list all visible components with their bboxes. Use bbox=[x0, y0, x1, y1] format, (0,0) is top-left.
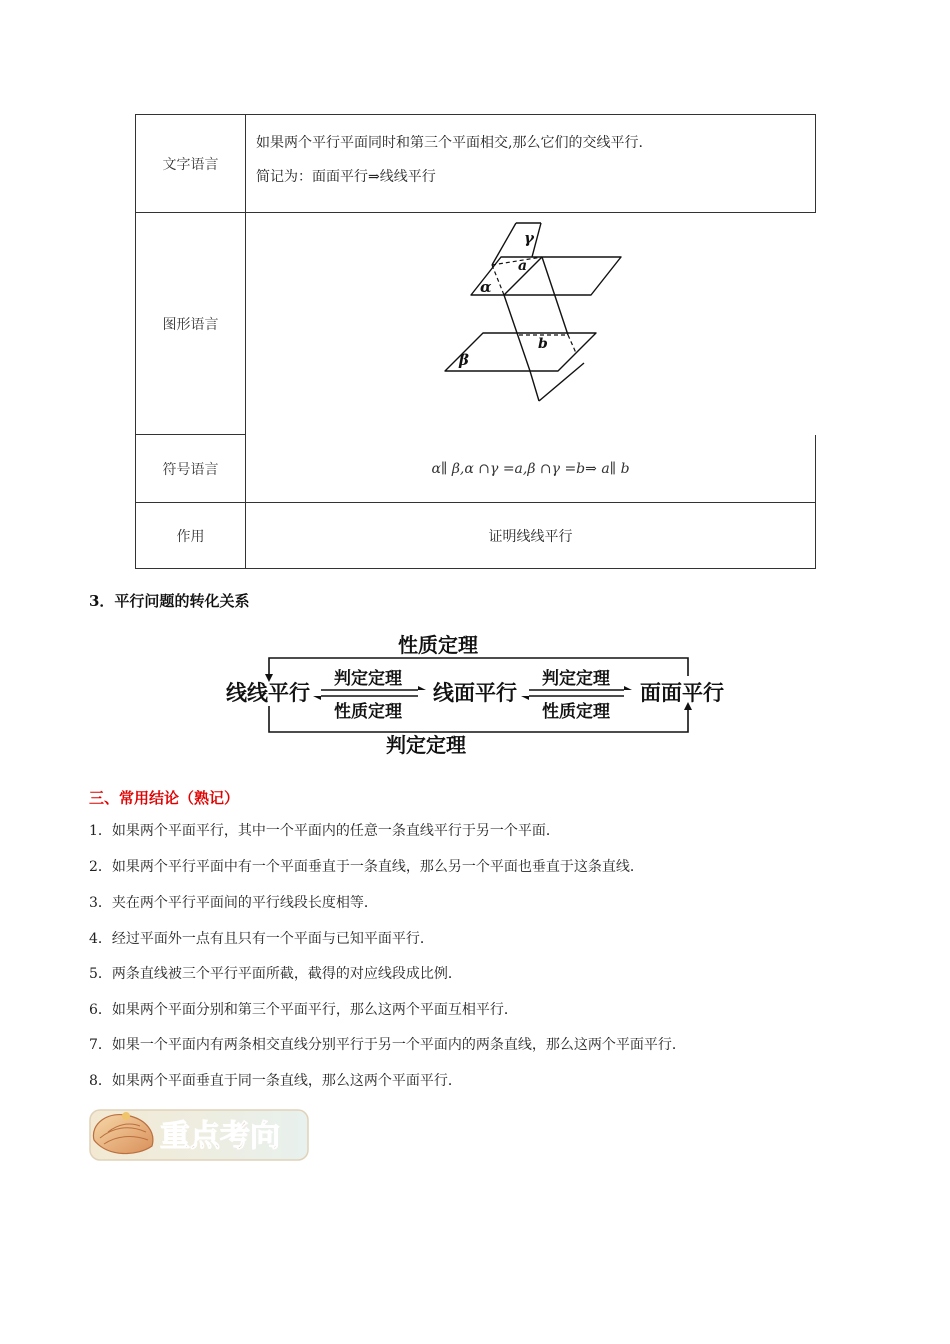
table-row bbox=[136, 503, 816, 569]
conclusions-title: 三、常用结论（熟记） bbox=[89, 789, 240, 807]
gamma-left-bottom bbox=[530, 371, 539, 401]
table-row bbox=[136, 213, 816, 435]
list-item: 2．如果两个平行平面中有一个平面垂直于一条直线，那么另一个平面也垂直于这条直线． bbox=[89, 859, 644, 875]
transformation-diagram bbox=[220, 628, 740, 760]
top-loop-label: 性质定理 bbox=[398, 633, 478, 657]
arrow2-back-head bbox=[521, 696, 529, 700]
theorem-table bbox=[135, 114, 816, 569]
bottom-loop-line bbox=[269, 706, 688, 732]
arrow1-back-head bbox=[313, 696, 321, 700]
text-language-line: 如果两个平行平面同时和第三个平面相交,那么它们的交线平行. bbox=[256, 135, 643, 151]
gamma-right-bottom bbox=[539, 363, 584, 401]
symbol-formula: α∥ β,α ∩γ =a,β ∩γ =b⇒ a∥ b bbox=[246, 435, 816, 503]
arrow1-bottom-label: 性质定理 bbox=[334, 702, 402, 722]
list-item: 5．两条直线被三个平行平面所截，截得的对应线段成比例． bbox=[89, 966, 462, 982]
node-line-plane: 线面平行 bbox=[433, 680, 517, 705]
list-item: 8．如果两个平面垂直于同一条直线，那么这两个平面平行． bbox=[89, 1073, 462, 1089]
list-item: 4．经过平面外一点有且只有一个平面与已知平面平行． bbox=[89, 931, 434, 947]
arrow2-top-label: 判定定理 bbox=[542, 669, 610, 689]
label-gamma: γ bbox=[524, 229, 534, 247]
arrow1-top-label: 判定定理 bbox=[334, 669, 402, 689]
list-item: 6．如果两个平面分别和第三个平面平行，那么这两个平面互相平行． bbox=[89, 1002, 518, 1018]
planes-figure-accurate bbox=[246, 213, 817, 435]
arrow2-forward-head bbox=[624, 686, 632, 690]
text-language-summary: 简记为：面面平行⇒线线平行 bbox=[256, 169, 436, 185]
list-item: 1．如果两个平面平行，其中一个平面内的任意一条直线平行于另一个平面． bbox=[89, 823, 560, 839]
row-label-figure: 图形语言 bbox=[136, 213, 246, 435]
section-heading: 3．平行问题的转化关系 bbox=[89, 592, 250, 610]
bottom-loop-label: 判定定理 bbox=[386, 733, 466, 757]
list-item: 3．夹在两个平行平面间的平行线段长度相等． bbox=[89, 895, 378, 911]
top-loop-line bbox=[269, 658, 688, 676]
text-language-cell bbox=[246, 115, 816, 213]
hidden-edge-alpha bbox=[492, 265, 504, 295]
arrow2-bottom-label: 性质定理 bbox=[542, 702, 610, 722]
gamma-left-top bbox=[492, 223, 516, 265]
label-beta: β bbox=[459, 351, 469, 369]
hidden-edge-beta bbox=[568, 335, 576, 353]
table-row bbox=[136, 115, 816, 213]
list-item: 7．如果一个平面内有两条相交直线分别平行于另一个平面内的两条直线，那么这两个平面平行． bbox=[89, 1037, 686, 1053]
row-label-symbol: 符号语言 bbox=[136, 435, 246, 503]
table-row bbox=[136, 435, 816, 503]
node-line-line: 线线平行 bbox=[226, 680, 310, 705]
row-label-text: 文字语言 bbox=[136, 115, 246, 213]
label-a: a bbox=[518, 258, 528, 274]
gamma-right-edge bbox=[542, 257, 568, 335]
arrow1-forward-head bbox=[418, 686, 426, 690]
key-points-banner bbox=[86, 1102, 312, 1164]
label-b: b bbox=[538, 336, 548, 352]
banner-title: 重点考向 bbox=[160, 1119, 280, 1154]
use-value: 证明线线平行 bbox=[246, 503, 816, 569]
figure-cell bbox=[246, 213, 816, 435]
row-label-use: 作用 bbox=[136, 503, 246, 569]
label-alpha: α bbox=[480, 278, 492, 296]
node-plane-plane: 面面平行 bbox=[640, 680, 724, 705]
